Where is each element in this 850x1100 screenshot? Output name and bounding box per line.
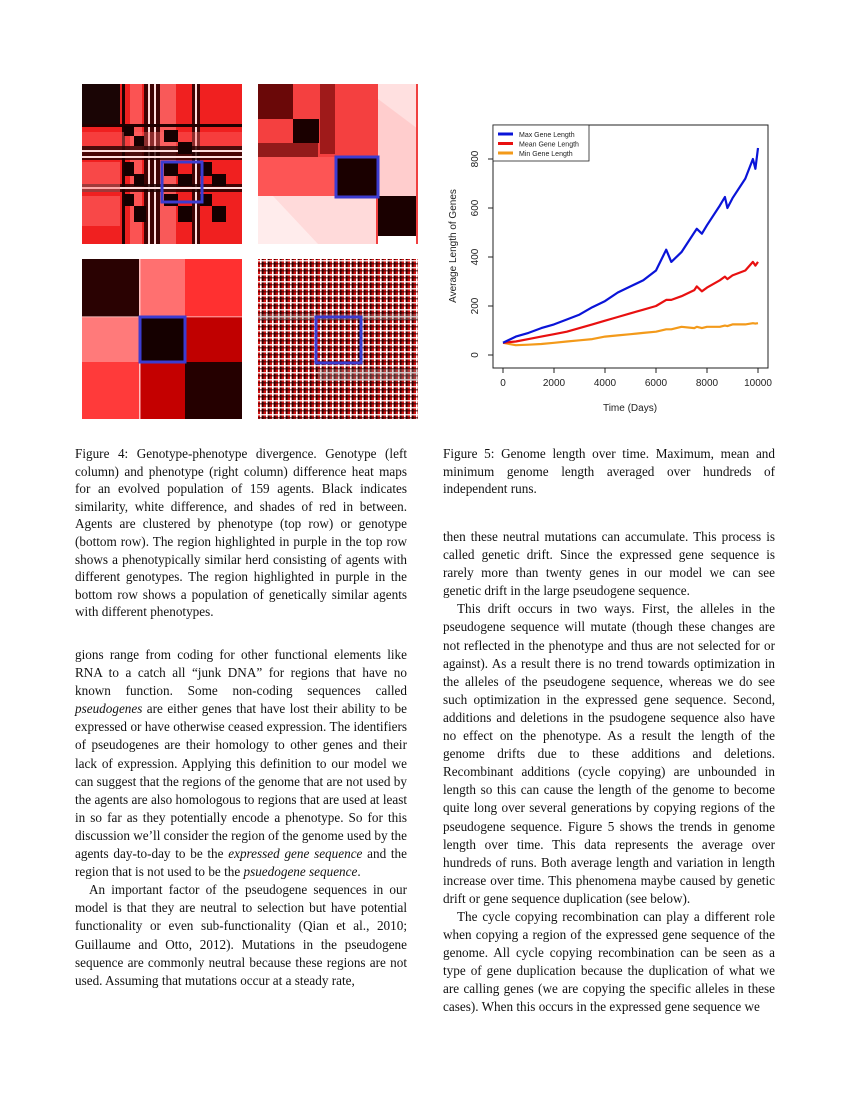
heatmap-genotype-clustered-by-genotype [82,259,242,419]
italic-term: psuedogene sequence [243,864,358,880]
italic-term: expressed gene sequence [228,846,363,862]
paragraph [443,600,775,908]
genome-length-chart [440,118,780,420]
y-axis-label: Average Length of Genes [448,189,459,303]
text-run: gions range from coding for other functional elements like RNA to a catch all “junk DNA” for regions that have no known function. Some non-coding sequences called [75,647,407,699]
heatmap-genotype-clustered-by-phenotype [82,84,242,244]
text-run: . [357,864,361,880]
text-run: then these neutral mutations can accumulate. This process is called genetic drift. Since the expressed gene sequence is rarely more than twenty genes in our model we can see genetic drift in the large pseudogene sequence. [443,529,775,599]
y-tick-label: 200 [470,297,481,315]
heatmap-phenotype-clustered-by-genotype [258,259,418,419]
paragraph [443,908,775,1017]
text-run: The cycle copying recombination can play a different role when copying a region of the expressed gene sequence of the genome. All cycle copying recombination can be seen as a type of gene duplication because the duplication of what we are calling genes (we are copying the specific alleles in these cases). When this occurs in the expressed gene sequence we [443,908,775,1015]
figure-5-caption: Figure 5: Genome length over time. Maximum, mean and minimum genome length averaged over hundreds of independent runs. [443,446,775,497]
heatmap-phenotype-clustered-by-phenotype [258,84,418,244]
y-tick-label: 0 [470,352,481,358]
y-tick-label: 800 [470,150,481,168]
x-tick-label: 10000 [744,378,772,389]
x-tick-label: 2000 [542,378,566,389]
y-tick-label: 600 [470,199,481,217]
x-tick-label: 4000 [593,378,617,389]
figure-4-caption: Figure 4: Genotype-phenotype divergence. Genotype (left column) and phenotype (right column) difference heat maps for an evolved population of 159 agents. Black indicates similarity, white difference, and shades of red in between. Agents are clustered by phenotype (top row) or genotype (bottom row). The region highlighted in purple in the top row shows a phenotypically similar herd consisting of agents with different genotypes. The region highlighted in purple in the bottom row shows a population of genetically similar agents with different phenotypes. [75,446,407,620]
body-text-left-column [75,646,407,990]
paragraph [75,646,407,881]
paragraph [75,881,407,990]
text-run: are either genes that have lost their ability to be expressed or have otherwise ceased expression. The identifiers of pseudogenes are their homology to other genes and their lack of expression. Applying this definition to our model we can suggest that the regions of the genome that are not used by the agents are also homologous to regions that are used at least in so far as they potentially encode a phenotype. So for this discussion we’ll consider the region of the genome used by the agents day-to-day to be the [75,701,407,862]
text-run: and the region that is not used to be the [75,846,407,880]
text-run: An important factor of the pseudogene sequences in our model is that they are neutral to selection but have potential functionality or even sub-functionality (Qian et al., 2010; Guillaume and Otto, 2012). Mutations in the pseudogene sequence are commonly neutral because these regions are not used. Assuming that mutations occur at a steady rate, [75,882,407,988]
text-run: This drift occurs in two ways. First, the alleles in the pseudogene sequence will mutate (though these changes are not reflected in the phenotype and thus are not selected for or against). As a result there is no trend towards optimization in the alleles of the pseudogene sequence, whereas we do see such optimization in the expressed gene sequence. Second, additions and deletions in the psudogene sequence also have no effect on the phenotype. As a result the length of the genome drifts due to these additions and deletions. Recombinant additions (cycle copying) are unbounded in length so this can cause the length of the genome to become quite long over several generations by copying regions of the pseudogene sequence. Figure 5 shows the trends in genome length over time. This data represents the average over hundreds of runs. Both average length and variation in length increase over time. This phenomena maybe caused by genetic drift or gene sequence duplication (see below). [443,601,775,906]
body-text-right-column [443,528,775,1017]
x-tick-label: 6000 [644,378,668,389]
x-tick-label: 0 [500,378,506,389]
legend-entry: Mean Gene Length [519,141,579,149]
x-axis-label: Time (Days) [602,403,658,414]
x-tick-label: 8000 [695,378,719,389]
italic-term: pseudogenes [75,701,143,717]
legend-entry: Max Gene Length [519,132,575,139]
y-tick-label: 400 [470,248,481,266]
legend-entry: Min Gene Length [519,151,573,158]
paragraph [443,528,775,600]
